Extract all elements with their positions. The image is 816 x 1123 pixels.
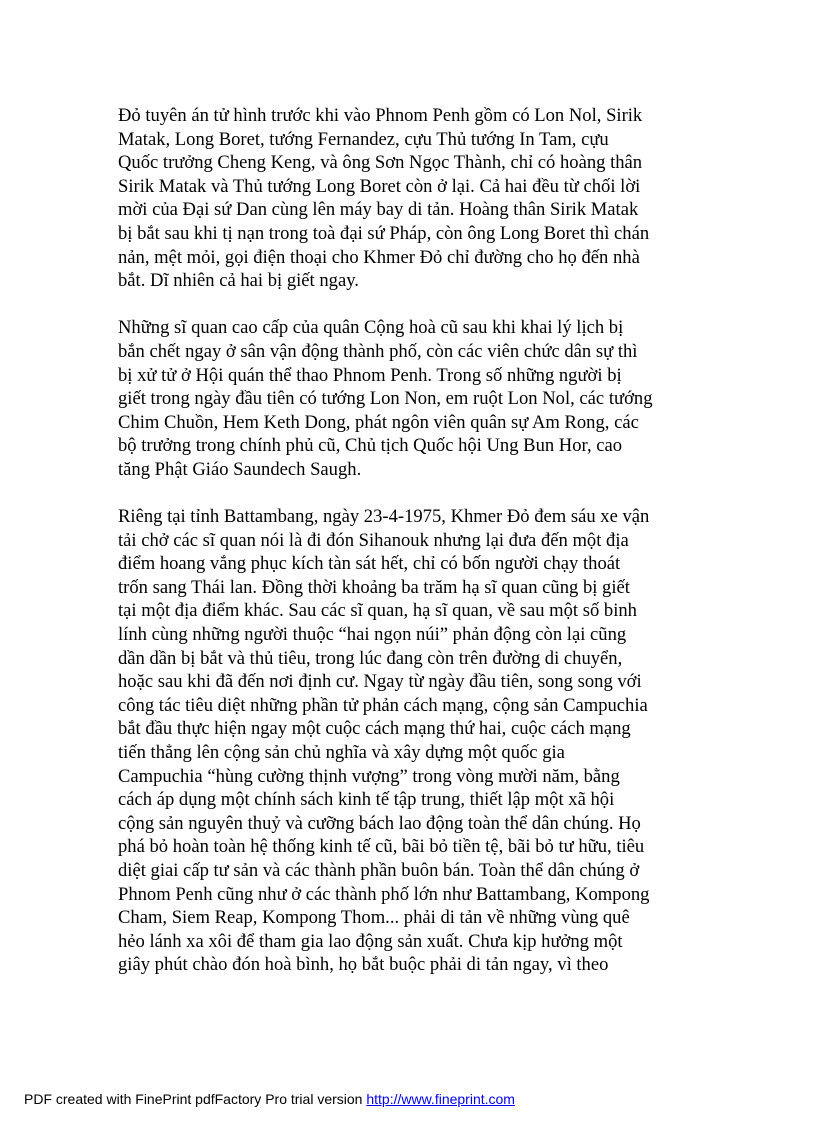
footer-text: PDF created with FinePrint pdfFactory Pro trial version (24, 1091, 367, 1107)
fineprint-link[interactable]: http://www.fineprint.com (366, 1091, 515, 1107)
pdf-footer (24, 1090, 515, 1108)
paragraph-1: Đỏ tuyên án tử hình trước khi vào Phnom Penh gồm có Lon Nol, Sirik Matak, Long Boret, tướng Fernandez, cựu Thủ tướng In Tam, cựu Quốc trưởng Cheng Keng, và ông Sơn Ngọc Thành, chỉ có hoàng thân Sirik Matak và Thủ tướng Long Boret còn ở lại. Cả hai đều từ chối lời mời của Đại sứ Dan cùng lên máy bay di tản. Hoàng thân Sirik Matak bị bắt sau khi tị nạn trong toà đại sứ Pháp, còn ông Long Boret thì chán nản, mệt mỏi, gọi điện thoại cho Khmer Đỏ chỉ đường cho họ đến nhà bắt. Dĩ nhiên cả hai bị giết ngay. (118, 105, 650, 292)
paragraph-2: Những sĩ quan cao cấp của quân Cộng hoà cũ sau khi khai lý lịch bị bắn chết ngay ở sân vận động thành phố, còn các viên chức dân sự thì bị xử tử ở Hội quán thể thao Phnom Penh. Trong số những người bị giết trong ngày đầu tiên có tướng Lon Non, em ruột Lon Nol, các tướng Chim Chuồn, Hem Keth Dong, phát ngôn viên quân sự Am Rong, các bộ trưởng trong chính phủ cũ, Chủ tịch Quốc hội Ung Bun Hor, cao tăng Phật Giáo Saundech Saugh. (118, 317, 653, 480)
document-body (118, 104, 708, 1001)
paragraph-3: Riêng tại tỉnh Battambang, ngày 23-4-1975, Khmer Đỏ đem sáu xe vận tải chở các sĩ quan nói là đi đón Sihanouk nhưng lại đưa đến một địa điểm hoang vắng phục kích tàn sát hết, chỉ có bốn người chạy thoát trốn sang Thái lan. Đồng thời khoảng ba trăm hạ sĩ quan cũng bị giết tại một địa điểm khác. Sau các sĩ quan, hạ sĩ quan, về sau một số binh lính cùng những người thuộc “hai ngọn núi” phản động còn lại cũng dần dần bị bắt và thủ tiêu, trong lúc đang còn trên đường di chuyển, hoặc sau khi đã đến nơi định cư. Ngay từ ngày đầu tiên, song song với công tác tiêu diệt những phần tử phản cách mạng, cộng sản Campuchia bắt đầu thực hiện ngay một cuộc cách mạng thứ hai, cuộc cách mạng tiến thẳng lên cộng sản chủ nghĩa và xây dựng một quốc gia Campuchia “hùng cường thịnh vượng” trong vòng mười năm, bằng cách áp dụng một chính sách kinh tế tập trung, thiết lập một xã hội cộng sản nguyên thuỷ và cưỡng bách lao động toàn thể dân chúng. Họ phá bỏ hoàn toàn hệ thống kinh tế cũ, bãi bỏ tiền tệ, bãi bỏ tư hữu, tiêu diệt giai cấp tư sản và các thành phần buôn bán. Toàn thể dân chúng ở Phnom Penh cũng như ở các thành phố lớn như Battambang, Kompong Cham, Siem Reap, Kompong Thom... phải di tản về những vùng quê hẻo lánh xa xôi để tham gia lao động sản xuất. Chưa kịp hưởng một giây phút chào đón hoà bình, họ bắt buộc phải di tản ngay, vì theo (118, 506, 650, 976)
